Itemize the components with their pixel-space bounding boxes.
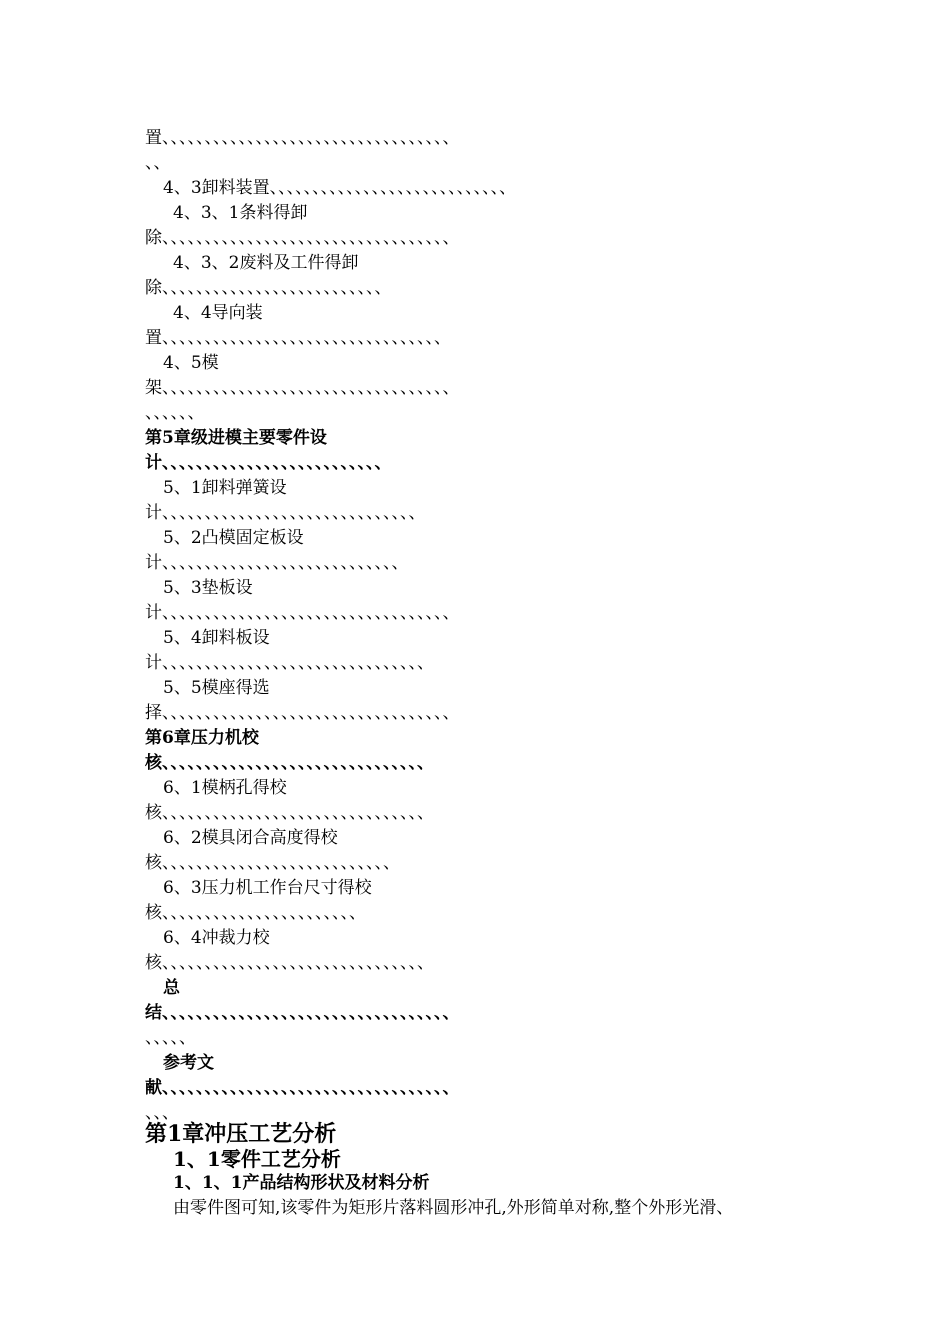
toc-entry-4-5: 4、5模 xyxy=(163,353,219,373)
toc-line: 架、、、、、、、、、、、、、、、、、、、、、、、、、、、、、、、、、、 xyxy=(145,378,460,398)
toc-line: 核、、、、、、、、、、、、、、、、、、、、、、、、、、、、、、、 xyxy=(145,953,434,973)
toc-line: 除、、、、、、、、、、、、、、、、、、、、、、、、、、、、、、、、、、 xyxy=(145,228,460,248)
toc-entry-4-3: 4、3卸料装置、、、、、、、、、、、、、、、、、、、、、、、、、、、、 xyxy=(163,178,517,198)
toc-entry-5-5: 5、5模座得选 xyxy=(163,678,270,698)
toc-line: 计、、、、、、、、、、、、、、、、、、、、、、、、、、、、、、、 xyxy=(145,653,434,673)
toc-line: 计、、、、、、、、、、、、、、、、、、、、、、、、、、、、 xyxy=(145,553,409,573)
toc-entry-5-3: 5、3垫板设 xyxy=(163,578,253,598)
toc-line: 择、、、、、、、、、、、、、、、、、、、、、、、、、、、、、、、、、、 xyxy=(145,703,460,723)
toc-references: 参考文 xyxy=(163,1053,214,1073)
toc-entry-5-1: 5、1卸料弹簧设 xyxy=(163,478,287,498)
toc-entry-4-3-2: 4、3、2废料及工件得卸 xyxy=(173,253,359,273)
section-title: 1、1零件工艺分析 xyxy=(173,1147,341,1171)
toc-line: 、、、、、、 xyxy=(145,403,205,423)
toc-entry-5-2: 5、2凸模固定板设 xyxy=(163,528,304,548)
toc-chapter-6: 第6章压力机校 xyxy=(145,728,259,748)
toc-summary: 总 xyxy=(163,978,180,998)
toc-line: 置、、、、、、、、、、、、、、、、、、、、、、、、、、、、、、、、、、 xyxy=(145,128,460,148)
toc-line: 核、、、、、、、、、、、、、、、、、、、、、、、、、、、、、、、 xyxy=(145,803,434,823)
toc-entry-4-3-1: 4、3、1条料得卸 xyxy=(173,203,308,223)
toc-line: 计、、、、、、、、、、、、、、、、、、、、、、、、、、 xyxy=(145,453,392,473)
chapter-title: 第1章冲压工艺分析 xyxy=(145,1121,337,1147)
toc-line: 核、、、、、、、、、、、、、、、、、、、、、、、 xyxy=(145,903,366,923)
toc-line: 、、、 xyxy=(145,1103,179,1123)
toc-entry-4-4: 4、4导向装 xyxy=(173,303,263,323)
body-paragraph: 由零件图可知,该零件为矩形片落料圆形冲孔,外形简单对称,整个外形光滑、 xyxy=(173,1198,734,1218)
toc-entry-5-4: 5、4卸料板设 xyxy=(163,628,270,648)
toc-entry-6-3: 6、3压力机工作台尺寸得校 xyxy=(163,878,372,898)
toc-line: 计、、、、、、、、、、、、、、、、、、、、、、、、、、、、、、 xyxy=(145,503,426,523)
toc-entry-6-1: 6、1模柄孔得校 xyxy=(163,778,287,798)
toc-line: 结、、、、、、、、、、、、、、、、、、、、、、、、、、、、、、、、、、 xyxy=(145,1003,460,1023)
toc-line: 、、 xyxy=(145,153,171,173)
toc-line: 核、、、、、、、、、、、、、、、、、、、、、、、、、、、、、、、 xyxy=(145,753,434,773)
toc-entry-6-2: 6、2模具闭合高度得校 xyxy=(163,828,338,848)
toc-line: 计、、、、、、、、、、、、、、、、、、、、、、、、、、、、、、、、、、 xyxy=(145,603,460,623)
toc-line: 核、、、、、、、、、、、、、、、、、、、、、、、、、、、 xyxy=(145,853,400,873)
toc-line: 献、、、、、、、、、、、、、、、、、、、、、、、、、、、、、、、、、、 xyxy=(145,1078,460,1098)
toc-line: 置、、、、、、、、、、、、、、、、、、、、、、、、、、、、、、、、、 xyxy=(145,328,451,348)
toc-line: 、、、、、 xyxy=(145,1028,196,1048)
toc-entry-6-4: 6、4冲裁力校 xyxy=(163,928,270,948)
toc-line: 除、、、、、、、、、、、、、、、、、、、、、、、、、、 xyxy=(145,278,392,298)
subsection-title: 1、1、1产品结构形状及材料分析 xyxy=(173,1173,430,1193)
toc-chapter-5: 第5章级进模主要零件设 xyxy=(145,428,327,448)
